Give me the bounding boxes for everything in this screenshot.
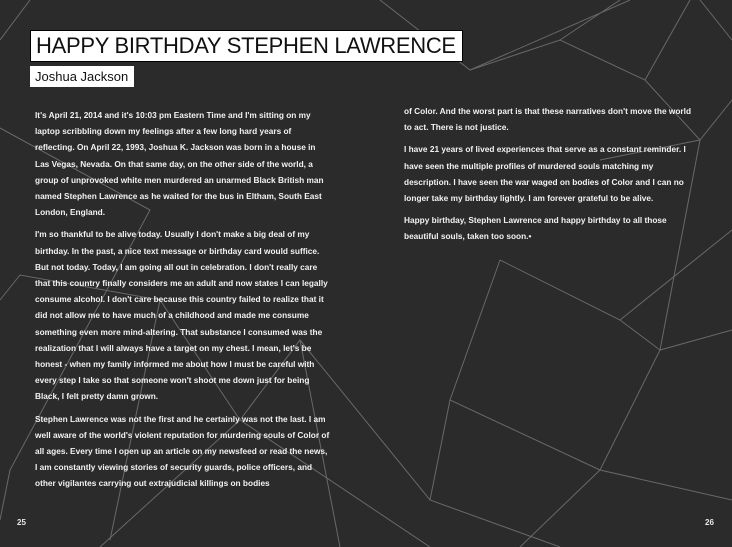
author-box — [30, 66, 134, 87]
right-column — [404, 103, 701, 251]
paragraph: Stephen Lawrence was not the first and he certainly was not the last. I am well aware of the world's violent reputation for murdering souls of Color of all ages. Every time I open up an article on my newsfeed or read the news, I am constantly viewing stories of security guards, police officers, and other vigilantes carrying out extrajudicial killings on bodies — [35, 413, 330, 489]
author-name: Joshua Jackson — [35, 69, 129, 84]
page-number-right: 26 — [705, 518, 714, 527]
article-title-box — [30, 30, 463, 62]
article-title: HAPPY BIRTHDAY STEPHEN LAWRENCE — [36, 33, 456, 58]
left-column — [35, 107, 331, 498]
page-number-left: 25 — [17, 518, 26, 527]
paragraph: I'm so thankful to be alive today. Usually I don't make a big deal of my birthday. In the past, a nice text message or birthday card would suffice. But not today. Today, I am going all out in celebration. I don't really care that this country finally considers me an adult and now states I can legally consume alcohol. I don't care because this country failed to realize that it did not allow me to have much of a childhood and made me consume something even more mind-altering. That substance I consumed was the realization that I will always have a target on my chest. I mean, let's be honest - when my family informed me about how I must be careful with every step I take so that someone won't shoot me down just for being Black, I felt pretty damn grown. — [35, 229, 328, 402]
paragraph: Happy birthday, Stephen Lawrence and happy birthday to all those beautiful souls, taken too soon.• — [404, 215, 667, 242]
paragraph: of Color. And the worst part is that these narratives don't move the world to act. There is not justice. — [404, 106, 692, 133]
paragraph: I have 21 years of lived experiences that serve as a constant reminder. I have seen the multiple profiles of murdered souls matching my description. I have seen the war waged on bodies of Color and I can no longer take my birthday lightly. I am forever grateful to be alive. — [404, 144, 686, 204]
paragraph: It's April 21, 2014 and it's 10:03 pm Eastern Time and I'm sitting on my laptop scribbling down my feelings after a few long hard years of reflecting. On April 22, 1993, Joshua K. Jackson was born in a house in Las Vegas, Nevada. On that same day, on the other side of the world, a group of unprovoked white men murdered an unarmed Black British man named Stephen Lawrence as he waited for the bus in Eltham, South East London, England. — [35, 110, 324, 218]
